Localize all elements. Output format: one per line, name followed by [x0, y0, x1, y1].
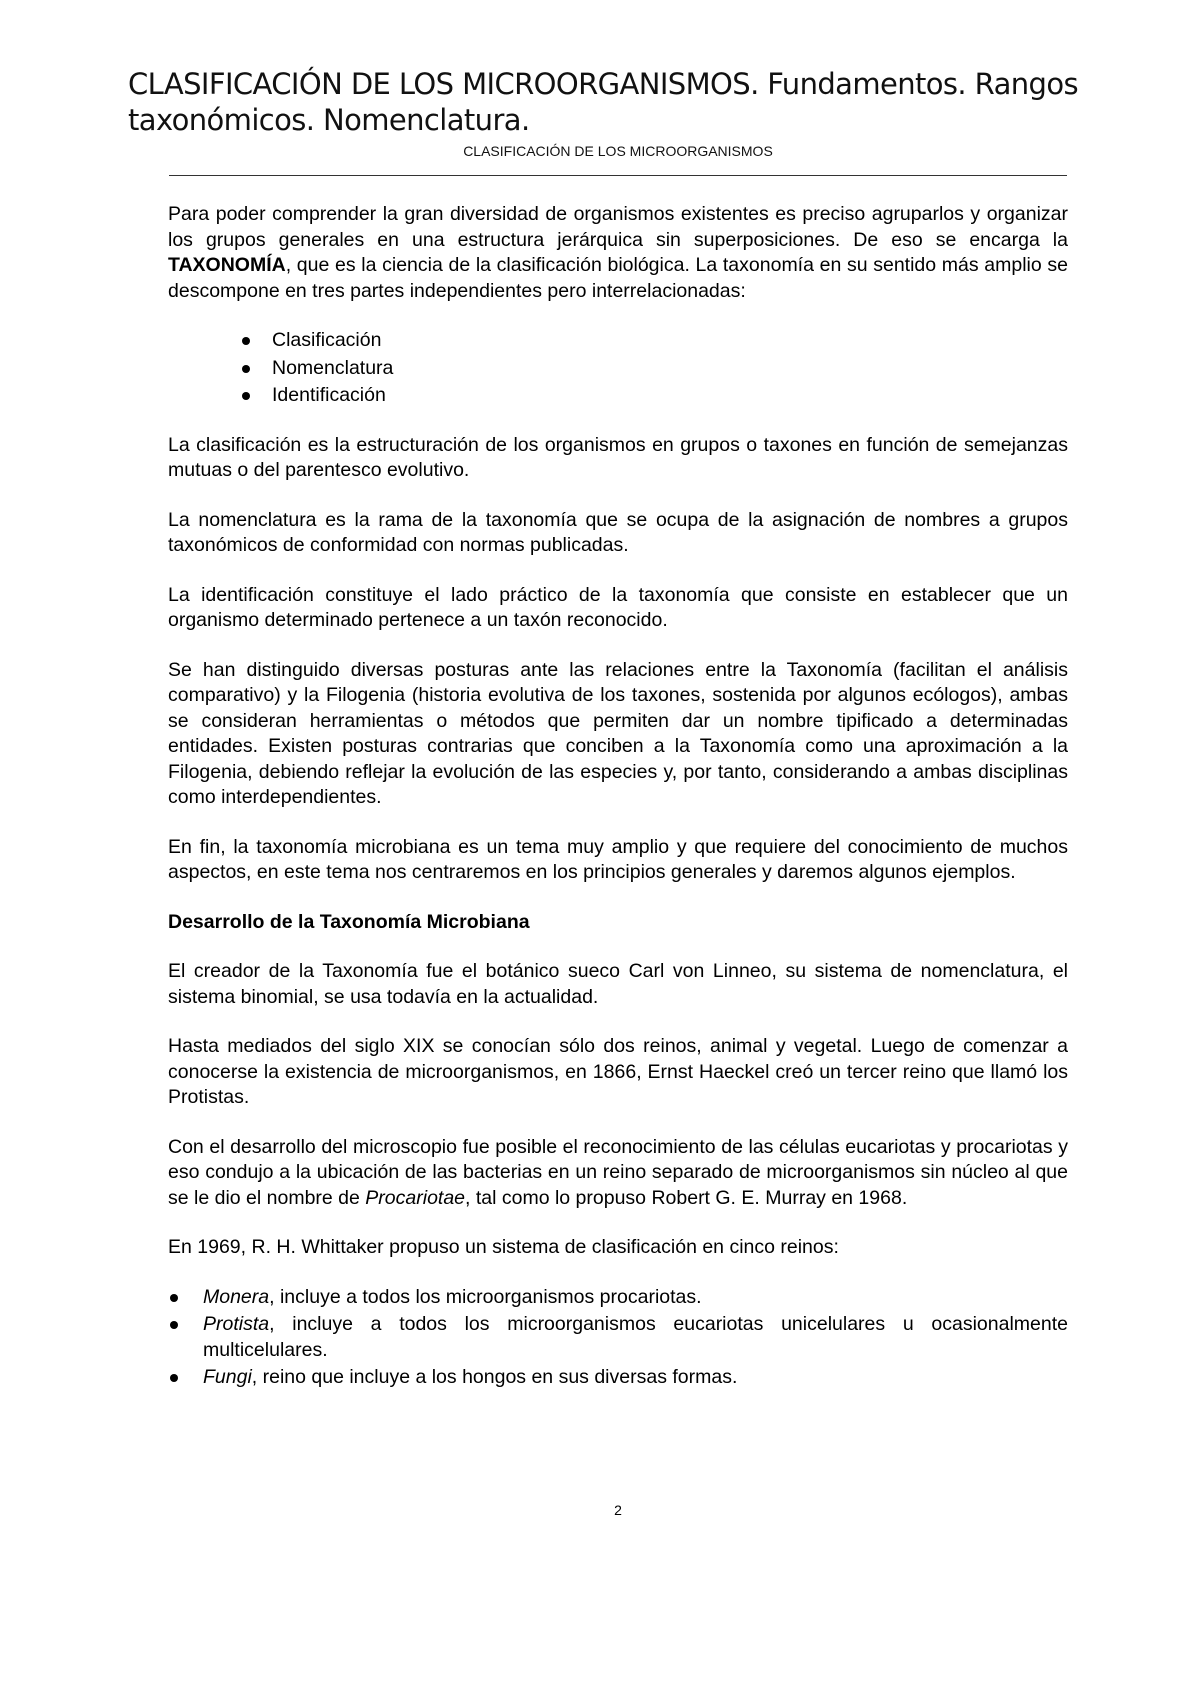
list-item [168, 1365, 1068, 1391]
microscope-text-after: , tal como lo propuso Robert G. E. Murray en 1968. [465, 1186, 908, 1209]
microscope-paragraph [168, 1135, 1068, 1212]
list-item [168, 383, 1068, 409]
taxonomy-parts-list [168, 328, 1068, 409]
bullet-icon [242, 392, 250, 400]
kingdom-name: Monera [203, 1285, 270, 1308]
list-item-text: Nomenclatura [272, 356, 394, 379]
identification-paragraph: La identificación constituye el lado práctico de la taxonomía que consiste en establecer que un organismo determinado pertenece a un taxón reconocido. [168, 583, 1068, 631]
taxonomy-term: TAXONOMÍA [168, 254, 286, 276]
section-heading: Desarrollo de la Taxonomía Microbiana [168, 910, 530, 933]
kingdoms-list [168, 1285, 1068, 1391]
haeckel-paragraph: Hasta mediados del siglo XIX se conocían sólo dos reinos, animal y vegetal. Luego de comenzar a conocerse la existencia de microorganismos, en 1866, Ernst Haeckel creó un tercer reino que llamó los Protistas. [168, 1035, 1068, 1108]
scope-paragraph: En fin, la taxonomía microbiana es un tema muy amplio y que requiere del conocimiento de muchos aspectos, en este tema nos centraremos en los principios generales y daremos algunos ejemplos. [168, 835, 1068, 883]
list-item [168, 1312, 1068, 1363]
kingdom-description: , incluye a todos los microorganismos procariotas. [269, 1285, 702, 1308]
running-header: CLASIFICACIÓN DE LOS MICROORGANISMOS [463, 143, 773, 159]
kingdom-name: Fungi [203, 1366, 252, 1388]
microscope-text-before: Con el desarrollo del microscopio fue posible el reconocimiento de las células eucariotas y procariotas y eso condujo a la ubicación de las bacterias en un reino separado de microorganismos sin núcleo al que se le dio el nombre de [168, 1135, 1068, 1209]
intro-text-before: Para poder comprender la gran diversidad de organismos existentes es preciso agruparlos y organizar los grupos generales en una estructura jerárquica sin superposiciones. De eso se encarga la [168, 203, 1068, 251]
bullet-icon [170, 1374, 178, 1382]
intro-text-after: , que es la ciencia de la clasificación biológica. La taxonomía en su sentido más amplio se descompone en tres partes independientes pero interrelacionadas: [168, 254, 1068, 302]
kingdom-name: Protista [203, 1313, 270, 1335]
list-item [168, 1285, 1068, 1311]
kingdom-description: , reino que incluye a los hongos en sus diversas formas. [251, 1366, 738, 1388]
list-item-text: Clasificación [272, 329, 382, 351]
whittaker-paragraph: En 1969, R. H. Whittaker propuso un sistema de clasificación en cinco reinos: [168, 1236, 839, 1258]
document-title: CLASIFICACIÓN DE LOS MICROORGANISMOS. Fundamentos. Rangos taxonómicos. Nomenclatura. [128, 67, 1078, 137]
procariotae-term: Procariotae [365, 1186, 466, 1209]
kingdom-description: , incluye a todos los microorganismos eucariotas unicelulares u ocasionalmente multicelulares. [203, 1313, 1068, 1361]
classification-paragraph: La clasificación es la estructuración de los organismos en grupos o taxones en función de semejanzas mutuas o del parentesco evolutivo. [168, 433, 1068, 481]
header-divider [169, 175, 1067, 176]
bullet-icon [242, 365, 250, 373]
list-item-text: Identificación [272, 384, 386, 406]
intro-paragraph [168, 202, 1068, 304]
nomenclature-paragraph: La nomenclatura es la rama de la taxonomía que se ocupa de la asignación de nombres a grupos taxonómicos de conformidad con normas publicadas. [168, 508, 1068, 556]
list-item [168, 328, 1068, 354]
phylogeny-paragraph: Se han distinguido diversas posturas ante las relaciones entre la Taxonomía (facilitan el análisis comparativo) y la Filogenia (historia evolutiva de los taxones, sostenida por algunos ecólogos), ambas se consideran herramientas o métodos que permiten dar un nombre tipificado a determinadas entidades. Existen posturas contrarias que conciben a la Taxonomía como una aproximación a la Filogenia, debiendo reflejar la evolución de las especies y, por tanto, considerando a ambas disciplinas como interdependientes. [168, 658, 1068, 808]
linnaeus-paragraph: El creador de la Taxonomía fue el botánico sueco Carl von Linneo, su sistema de nomenclatura, el sistema binomial, se usa todavía en la actualidad. [168, 960, 1068, 1008]
page-number: 2 [614, 1502, 622, 1518]
bullet-icon [170, 1321, 178, 1329]
bullet-icon [242, 337, 250, 345]
page-body [168, 202, 1068, 1415]
list-item [168, 356, 1068, 382]
bullet-icon [170, 1294, 178, 1302]
